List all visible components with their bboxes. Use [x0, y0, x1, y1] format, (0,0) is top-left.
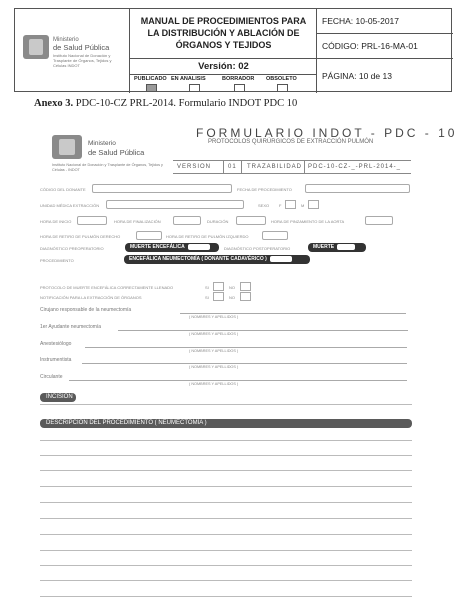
form-subtitle: PROTOCOLOS QUIRÚRGICOS DE EXTRACCIÓN PULMÓN [208, 139, 374, 145]
status-obsoleto: OBSOLETO [266, 76, 297, 82]
hora-inicio-field[interactable] [77, 216, 107, 225]
checkbox-obsoleto[interactable] [277, 84, 288, 92]
header-logo-cell [15, 9, 130, 93]
version-label: Versión: 02 [130, 58, 317, 75]
instrumentista-label: Instrumentista [40, 357, 72, 363]
cirujano-caption: ( NOMBRES Y APELLIDOS ) [189, 315, 239, 319]
procedimiento-value: ENCEFÁLICA NEUMECTOMÍA ( DONANTE CADAVÉRICO ) [124, 255, 310, 264]
procedimiento-label: PROCEDIMIENTO [40, 258, 74, 263]
notificacion-no-checkbox[interactable] [240, 292, 251, 301]
diag-pre-value: MUERTE ENCEFÁLICA [125, 243, 219, 252]
circulante-line[interactable] [69, 380, 407, 381]
protocolo-no-checkbox[interactable] [240, 282, 251, 291]
protocolo-si-label: SI [205, 285, 209, 290]
logo-line-2: de Salud Pública [53, 43, 110, 52]
hora-pulmon-izq-field[interactable] [262, 231, 288, 240]
trazabilidad-value: PDC-10-CZ-_-PRL-2014-_ [308, 164, 402, 170]
notificacion-si-label: SI [205, 295, 209, 300]
codigo-donante-label: CÓDIGO DEL DONANTE [40, 187, 86, 192]
logo-line-1: Ministerio [53, 37, 79, 43]
diag-post-value: MUERTE [308, 243, 366, 252]
descripcion-header: DESCRIPCIÓN DEL PROCEDIMIENTO ( NEUMECTOMÍA ) [40, 419, 412, 428]
circulante-caption: ( NOMBRES Y APELLIDOS ) [189, 382, 239, 386]
hora-pinzamiento-label: HORA DE PINZAMIENTO DE LA AORTA [271, 219, 345, 224]
duracion-field[interactable] [236, 216, 266, 225]
anestesiologo-label: Anestesiólogo [40, 341, 72, 347]
notificacion-no-label: NO [229, 295, 235, 300]
status-en-analisis: EN ANALISIS [171, 76, 206, 82]
fecha: FECHA: 10-05-2017 [317, 9, 453, 34]
sexo-f-label: F [279, 203, 282, 208]
notificacion-si-checkbox[interactable] [213, 292, 224, 301]
hora-fin-label: HORA DE FINALIZACIÓN [114, 219, 161, 224]
form-version-label: VERSION [177, 164, 212, 170]
unidad-medica-label: UNIDAD MÉDICA EXTRACCIÓN [40, 203, 100, 208]
sexo-m-label: M [301, 203, 305, 208]
notificacion-label: NOTIFICACIÓN PARA LA EXTRACCIÓN DE ÓRGANOS [40, 295, 142, 300]
form-logo-line-1: Ministerio [88, 140, 116, 147]
instrumentista-caption: ( NOMBRES Y APELLIDOS ) [189, 365, 239, 369]
status-row [130, 75, 317, 93]
manual-title [130, 15, 317, 51]
checkbox-publicado[interactable] [146, 84, 157, 92]
checkbox-en-analisis[interactable] [189, 84, 200, 92]
codigo-donante-field[interactable] [92, 184, 232, 193]
diag-post-label: DIAGNÓSTICO POSTOPERATORIO [224, 246, 291, 251]
anestesiologo-line[interactable] [85, 347, 407, 348]
anexo-prefix: Anexo 3. [34, 98, 74, 109]
codigo: CÓDIGO: PRL-16-MA-01 [317, 34, 453, 59]
hora-pulmon-der-field[interactable] [136, 231, 162, 240]
incision-header: INCISIÓN [40, 393, 76, 402]
fecha-procedimiento-field[interactable] [305, 184, 410, 193]
instrumentista-line[interactable] [82, 363, 407, 364]
version-trazabilidad-row [173, 160, 411, 174]
anexo-text: PDC-10-CZ PRL-2014. Formulario INDOT PDC 10 [73, 98, 298, 109]
unidad-medica-field[interactable] [106, 200, 244, 209]
fecha-procedimiento-label: FECHA DE PROCEDIMIENTO [237, 187, 292, 192]
cirujano-label: Cirujano responsable de la neumectomía [40, 307, 132, 313]
ayudante-caption: ( NOMBRES Y APELLIDOS ) [189, 332, 239, 336]
duracion-label: DURACIÓN [207, 219, 229, 224]
header-meta-cell [317, 9, 453, 93]
protocolo-muerte-label: PROTOCOLO DE MUERTE ENCEFÁLICA CORRECTAMENTE LLENADO [40, 285, 174, 290]
checkbox-borrador[interactable] [234, 84, 245, 92]
incision-line[interactable] [40, 404, 412, 405]
status-borrador: BORRADOR [222, 76, 255, 82]
trazabilidad-label: TRAZABILIDAD [247, 164, 303, 170]
ayudante-label: 1er Ayudante neumectomía [40, 324, 102, 330]
logo-line-3: Instituto Nacional de Donación y Trasplante de Órganos, Tejidos y Células INDOT [53, 53, 112, 68]
protocolo-no-label: NO [229, 285, 235, 290]
pagina: PÁGINA: 10 de 13 [322, 71, 392, 81]
document-header [14, 8, 452, 92]
sexo-m-checkbox[interactable] [308, 200, 319, 209]
ayudante-line[interactable] [118, 330, 408, 331]
cirujano-line[interactable] [180, 313, 406, 314]
anestesiologo-caption: ( NOMBRES Y APELLIDOS ) [189, 349, 239, 353]
status-publicado: PUBLICADO [134, 76, 167, 82]
hora-pulmon-der-label: HORA DE RETIRO DE PULMÓN DERECHO [40, 234, 121, 239]
form-title: FORMULARIO INDOT - PDC - 10 [196, 126, 458, 140]
sexo-f-checkbox[interactable] [285, 200, 296, 209]
header-title-cell [130, 9, 317, 93]
title-line-3: ÓRGANOS Y TEJIDOS [175, 40, 272, 50]
title-line-1: MANUAL DE PROCEDIMIENTOS PARA [140, 16, 307, 26]
form-logo-line-3: Instituto Nacional de Donación y Trasplante de Órganos, Tejidos y Células - INDOT [52, 163, 163, 172]
hora-inicio-label: HORA DE INICIO [40, 219, 72, 224]
diag-pre-label: DIAGNÓSTICO PREOPERATORIO [40, 246, 104, 251]
title-line-2: LA DISTRIBUCIÓN Y ABLACIÓN DE [147, 28, 300, 38]
sexo-label: SEXO [258, 203, 270, 208]
msp-logo-icon [23, 35, 49, 59]
hora-fin-field[interactable] [173, 216, 201, 225]
circulante-label: Circulante [40, 374, 63, 380]
hora-pinzamiento-field[interactable] [365, 216, 393, 225]
protocolo-si-checkbox[interactable] [213, 282, 224, 291]
form-msp-logo-icon [52, 135, 82, 159]
anexo-caption [34, 98, 297, 109]
hora-pulmon-izq-label: HORA DE RETIRO DE PULMÓN IZQUIERDO [166, 234, 249, 239]
form-logo-line-2: de Salud Pública [88, 148, 145, 157]
form-version-value: 01 [228, 164, 237, 170]
